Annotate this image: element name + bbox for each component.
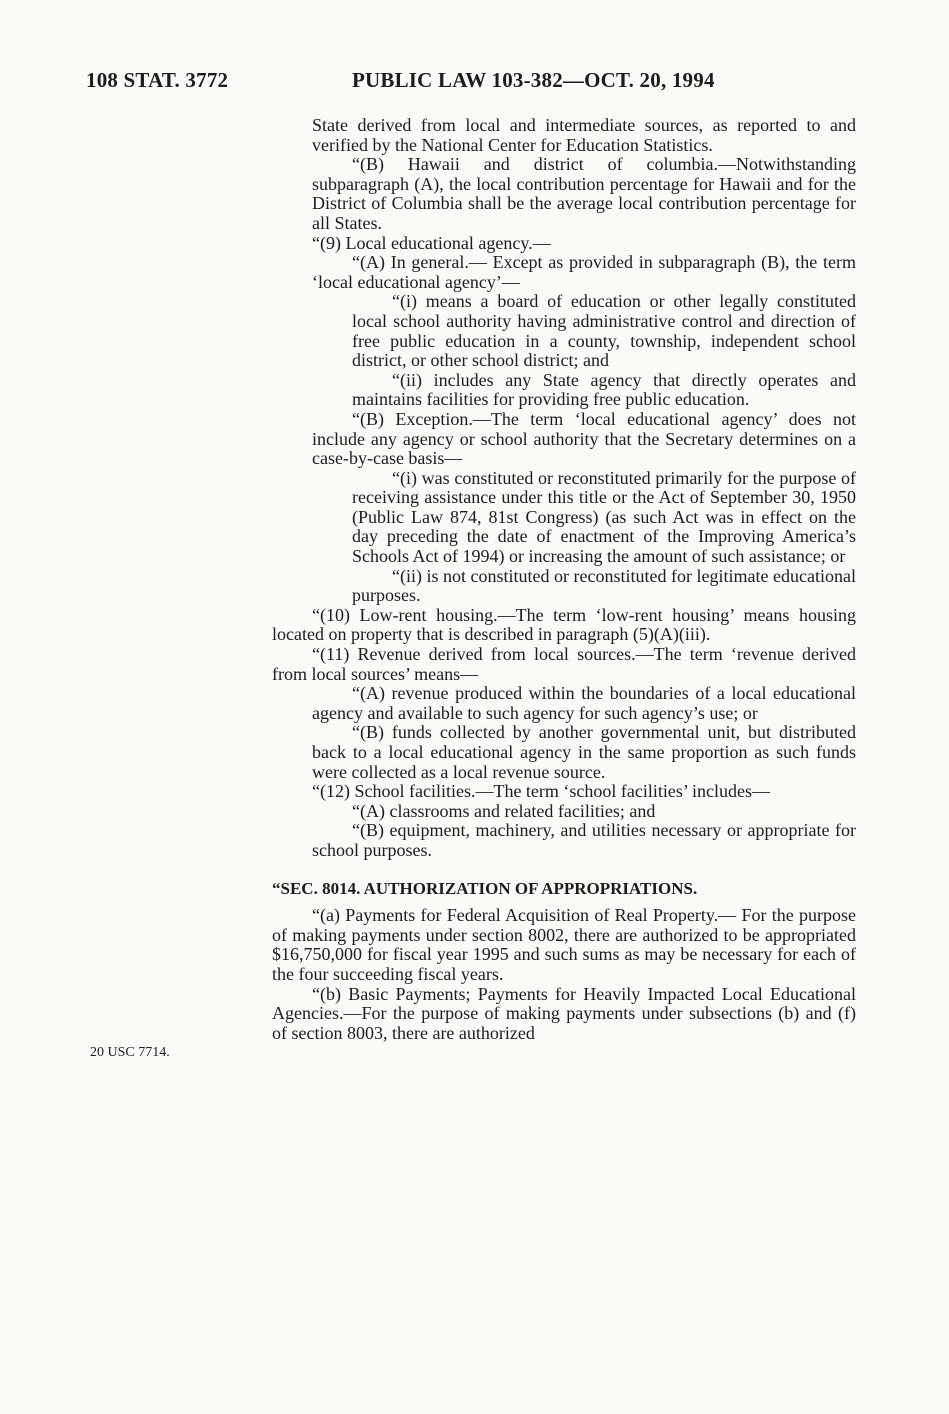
paragraph-9b-i: “(i) was constituted or reconstituted primarily for the purpose of receiving assistance under this title or the Act of September 30, 1950 (Public Law 874, 81st Congress) (as such Act was in effect on the day preceding the date of enactment of the Improving America’s Schools Act of 1994) or increasing the amount of such assistance; or: [352, 467, 856, 567]
paragraph-hawaii-dc: “(B) Hawaii and district of columbia.—Notwithstanding subparagraph (A), the local contribution percentage for Hawaii and for the District of Columbia shall be the average local contribution percentage for all States.: [312, 154, 856, 233]
body-text: [272, 116, 856, 1043]
paragraph-8014a: “(a) Payments for Federal Acquisition of Real Property.— For the purpose of making payments under section 8002, there are authorized to be appropriated $16,750,000 for fiscal year 1995 and such sums as may be necessary for each of the four succeeding fiscal years.: [272, 905, 856, 984]
paragraph-9b-ii: “(ii) is not constituted or reconstituted for legitimate educational purposes.: [352, 565, 856, 606]
usc-margin-note: 20 USC 7714.: [90, 1045, 170, 1060]
paragraph-11b: “(B) funds collected by another governmental unit, but distributed back to a local educational agency in the same proportion as such funds were collected as a local revenue source.: [312, 722, 856, 782]
paragraph-continuation: State derived from local and intermediate sources, as reported to and verified by the National Center for Education Statistics.: [312, 115, 856, 155]
paragraph-12b: “(B) equipment, machinery, and utilities necessary or appropriate for school purposes.: [312, 820, 856, 860]
paragraph-12a: “(A) classrooms and related facilities; and: [352, 800, 656, 821]
running-header-title: PUBLIC LAW 103-382—OCT. 20, 1994: [352, 68, 715, 92]
page-reference: 108 STAT. 3772: [86, 68, 229, 92]
paragraph-9a-i: “(i) means a board of education or other legally constituted local school authority having administrative control and direction of free public education in a county, township, independent school district, or other school district; and: [352, 291, 856, 371]
paragraph-11-revenue: “(11) Revenue derived from local sources.—The term ‘revenue derived from local sources’ means—: [272, 644, 856, 684]
paragraph-9-lea: “(9) Local educational agency.—: [312, 232, 551, 253]
paragraph-9a-in-general: “(A) In general.— Except as provided in subparagraph (B), the term ‘local educational agency’—: [312, 252, 856, 292]
paragraph-11a: “(A) revenue produced within the boundaries of a local educational agency and available to such agency for such agency’s use; or: [312, 683, 856, 723]
section-heading-8014: “SEC. 8014. AUTHORIZATION OF APPROPRIATIONS.: [272, 878, 698, 898]
paragraph-9a-ii: “(ii) includes any State agency that directly operates and maintains facilities for providing free public education.: [352, 369, 856, 410]
paragraph-9b-exception: “(B) Exception.—The term ‘local educational agency’ does not include any agency or school authority that the Secretary determines on a case-by-case basis—: [312, 408, 856, 469]
paragraph-12-school-facilities: “(12) School facilities.—The term ‘school facilities’ includes—: [312, 781, 771, 802]
paragraph-10-low-rent: “(10) Low-rent housing.—The term ‘low-rent housing’ means housing located on property that is described in paragraph (5)(A)(iii).: [272, 604, 856, 645]
paragraph-8014b: “(b) Basic Payments; Payments for Heavily Impacted Local Educational Agencies.—For the purpose of making payments under subsections (b) and (f) of section 8003, there are authorized: [272, 983, 856, 1043]
